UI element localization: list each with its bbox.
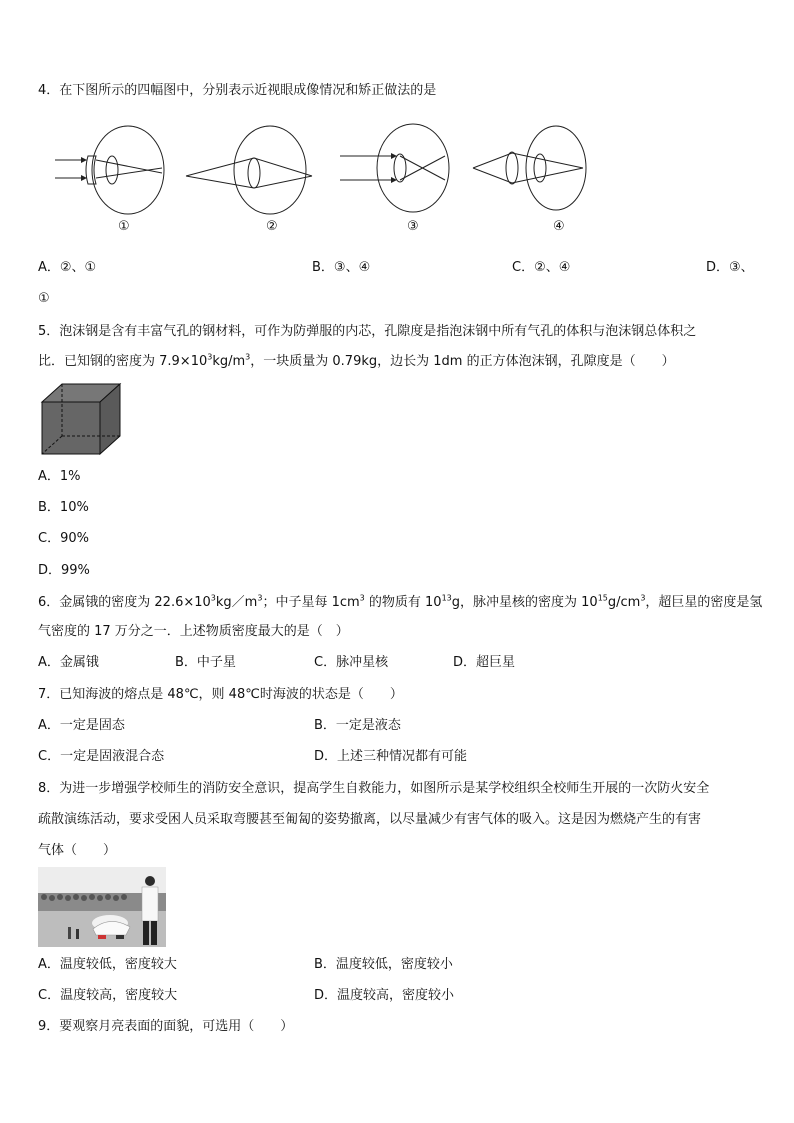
fig-label-2: ② (266, 219, 278, 234)
q5-option-d[interactable]: D．99% (38, 563, 90, 578)
q6-option-d[interactable]: D．超巨星 (453, 655, 516, 670)
q7-option-b[interactable]: B．一定是液态 (314, 718, 401, 733)
q5-option-b[interactable]: B．10% (38, 500, 89, 515)
q8-option-d[interactable]: D．温度较高，密度较小 (314, 988, 455, 1003)
q6-stem-line1: 6．金属锇的密度为 $22.6\times 10^3kg/m^3$；中子星每 $1cm^3$ 的物质有 $10^{13}g$，脉冲星核的密度为 $10^{15}g/cm^3$，超巨星的密度是氢 (38, 593, 763, 610)
q5-option-c[interactable]: C．90% (38, 531, 89, 546)
q7-option-c[interactable]: C．一定是固液混合态 (38, 749, 165, 764)
q8-option-b[interactable]: B．温度较低，密度较小 (314, 957, 453, 972)
q5-option-a[interactable]: A．1% (38, 469, 81, 484)
q5-stem-line2: 比．已知钢的密度为 $7.9\times 10^3kg/m^3$，一块质量为 0.79kg，边长为 1dm 的正方体泡沫钢，孔隙度是（ ） (38, 352, 675, 369)
q8-stem-line1: 8．为进一步增强学校师生的消防安全意识，提高学生自救能力，如图所示是某学校组织全校师生开展的一次防火安全 (38, 781, 710, 796)
eye-diagram-1 (55, 126, 164, 214)
q8-option-a[interactable]: A．温度较低，密度较大 (38, 957, 177, 972)
eye-diagram-4 (473, 126, 586, 210)
q6-option-a[interactable]: A．金属锇 (38, 655, 99, 670)
q7-option-a[interactable]: A．一定是固态 (38, 718, 125, 733)
q8-option-c[interactable]: C．温度较高，密度较大 (38, 988, 178, 1003)
fig-label-3: ③ (407, 219, 419, 234)
q4-option-d-wrap: ① (38, 291, 50, 306)
q7-stem: 7．已知海波的熔点是 48℃，则 48℃时海波的状态是（ ） (38, 687, 403, 702)
q8-stem-line2: 疏散演练活动，要求受困人员采取弯腰甚至匍匐的姿势撤离，以尽量减少有害气体的吸入。这是因为燃烧产生的有害 (38, 812, 702, 827)
q8-stem-line3: 气体（ ） (38, 843, 117, 858)
fig-label-4: ④ (553, 219, 565, 234)
q4-stem: 4．在下图所示的四幅图中，分别表示近视眼成像情况和矫正做法的是 (38, 83, 437, 98)
q4-option-c[interactable]: C．②、④ (512, 260, 571, 275)
q6-stem-line2: 气密度的 17 万分之一．上述物质密度最大的是（ ） (38, 624, 349, 639)
eye-diagram-3 (340, 124, 449, 212)
q4-option-a[interactable]: A．②、① (38, 260, 97, 275)
q5-stem-line1: 5．泡沫钢是含有丰富气孔的钢材料，可作为防弹服的内芯，孔隙度是指泡沫钢中所有气孔的体积与泡沫钢总体积之 (38, 324, 697, 339)
q7-option-d[interactable]: D．上述三种情况都有可能 (314, 749, 468, 764)
fire-drill-photo (38, 867, 166, 947)
q4-option-d[interactable]: D．③、 (706, 260, 754, 275)
fig-label-1: ① (118, 219, 130, 234)
eye-diagram-2 (186, 126, 312, 214)
q6-option-c[interactable]: C．脉冲星核 (314, 655, 389, 670)
q4-option-b[interactable]: B．③、④ (312, 260, 371, 275)
q9-stem: 9．要观察月亮表面的面貌，可选用（ ） (38, 1019, 294, 1034)
cube-figure (38, 380, 128, 458)
q6-option-b[interactable]: B．中子星 (175, 655, 236, 670)
